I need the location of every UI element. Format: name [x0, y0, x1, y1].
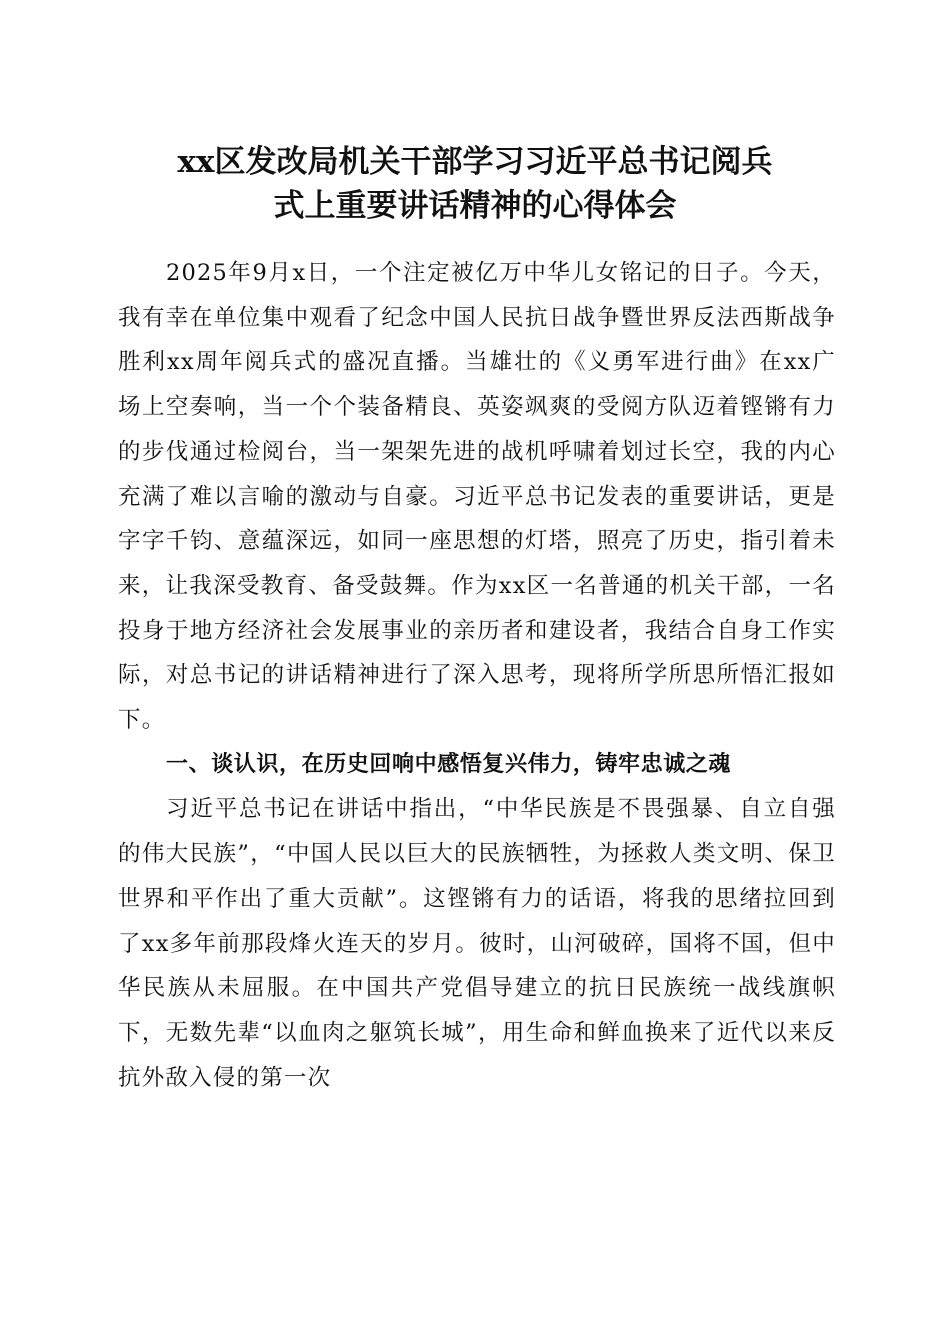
title-line-1: xx区发改局机关干部学习习近平总书记阅兵 [177, 144, 773, 180]
section-1-paragraph: 习近平总书记在讲话中指出，“中华民族是不畏强暴、自立自强的伟大民族”，“中国人民以巨大的民族牺牲，为拯救人类文明、保卫世界和平作出了重大贡献”。这铿锵有力的话语，将我的思绪拉回到了xx多年前那段烽火连天的岁月。彼时，山河破碎，国将不国，但中华民族从未屈服。在中国共产党倡导建立的抗日民族统一战线旗帜下，无数先辈“以血肉之躯筑长城”，用生命和鲜血换来了近代以来反抗外敌入侵的第一次 [118, 796, 836, 1091]
title-line-2: 式上重要讲话精神的心得体会 [273, 188, 677, 224]
intro-paragraph: 2025年9月x日，一个注定被亿万中华儿女铭记的日子。今天，我有幸在单位集中观看了纪念中国人民抗日战争暨世界反法西斯战争胜利xx周年阅兵式的盛况直播。当雄壮的《义勇军进行曲》在xx广场上空奏响，当一个个装备精良、英姿飒爽的受阅方队迈着铿锵有力的步伐通过检阅台，当一架架先进的战机呼啸着划过长空，我的内心充满了难以言喻的激动与自豪。习近平总书记发表的重要讲话，更是字字千钧、意蕴深远，如同一座思想的灯塔，照亮了历史，指引着未来，让我深受教育、备受鼓舞。作为xx区一名普通的机关干部，一名投身于地方经济社会发展事业的亲历者和建设者，我结合自身工作实际，对总书记的讲话精神进行了深入思考，现将所学所思所悟汇报如下。 [118, 260, 836, 734]
document-title [90, 140, 860, 228]
document-body [118, 251, 836, 1100]
section-heading-1: 一、谈认识，在历史回响中感悟复兴伟力，铸牢忠诚之魂 [166, 751, 732, 777]
